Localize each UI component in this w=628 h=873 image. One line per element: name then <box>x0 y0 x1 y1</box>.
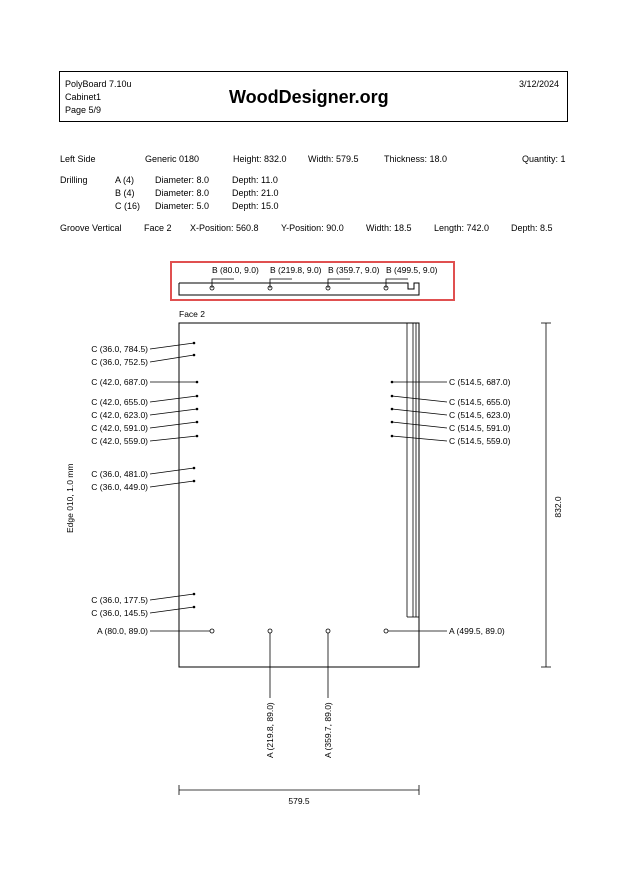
part-thickness: Thickness: 18.0 <box>384 154 448 164</box>
part-quantity: Quantity: 1 <box>522 154 566 164</box>
part-name: Left Side <box>60 154 96 164</box>
drill-id: B (4) <box>115 188 135 198</box>
app-version: PolyBoard 7.10u <box>65 79 132 89</box>
hole-label: A (219.8, 89.0) <box>265 702 275 758</box>
hole-label: C (514.5, 655.0) <box>449 397 511 407</box>
hole-label: C (514.5, 687.0) <box>449 377 511 387</box>
drill-depth: Depth: 15.0 <box>232 201 279 211</box>
print-date: 3/12/2024 <box>519 79 560 89</box>
edge-label: Edge 010, 1.0 mm <box>65 463 75 533</box>
hole-label: C (36.0, 752.5) <box>91 357 148 367</box>
width-dimension <box>179 785 419 806</box>
drill-diameter: Diameter: 8.0 <box>155 188 210 198</box>
drill-id: A (4) <box>115 175 135 185</box>
groove-label: Groove Vertical <box>60 223 122 233</box>
hole-label: A (499.5, 89.0) <box>449 626 505 636</box>
height-value: 832.0 <box>553 496 563 518</box>
edge-hole-label: B (80.0, 9.0) <box>212 265 259 275</box>
hole-label: C (42.0, 687.0) <box>91 377 148 387</box>
hole-label: C (42.0, 623.0) <box>91 410 148 420</box>
part-height: Height: 832.0 <box>233 154 287 164</box>
hole-label: C (514.5, 591.0) <box>449 423 511 433</box>
hole-label: C (36.0, 481.0) <box>91 469 148 479</box>
drill-id: C (16) <box>115 201 141 211</box>
page-number: Page 5/9 <box>65 105 102 115</box>
groove-width: Width: 18.5 <box>366 223 412 233</box>
drilling-label: Drilling <box>60 175 88 185</box>
edge-hole-label: B (359.7, 9.0) <box>328 265 380 275</box>
edge-hole-label: B (499.5, 9.0) <box>386 265 438 275</box>
height-dimension <box>541 323 563 667</box>
hole-label: C (36.0, 449.0) <box>91 482 148 492</box>
part-width: Width: 579.5 <box>308 154 359 164</box>
groove-depth: Depth: 8.5 <box>511 223 553 233</box>
edge-hole-label: B (219.8, 9.0) <box>270 265 322 275</box>
brand-title: WoodDesigner.org <box>229 87 389 107</box>
face-label: Face 2 <box>179 309 205 319</box>
hole-label: C (36.0, 177.5) <box>91 595 148 605</box>
hole-label: C (36.0, 784.5) <box>91 344 148 354</box>
cabinet-name: Cabinet1 <box>65 92 102 102</box>
hole-label: C (36.0, 145.5) <box>91 608 148 618</box>
hole-label: C (42.0, 591.0) <box>91 423 148 433</box>
hole-label: C (514.5, 623.0) <box>449 410 511 420</box>
groove-xpos: X-Position: 560.8 <box>190 223 259 233</box>
hole-label: C (514.5, 559.0) <box>449 436 511 446</box>
drill-depth: Depth: 21.0 <box>232 188 279 198</box>
edge-view <box>179 265 438 295</box>
panel-outline <box>179 323 419 667</box>
groove-face: Face 2 <box>144 223 172 233</box>
groove-ypos: Y-Position: 90.0 <box>281 223 344 233</box>
hole-label: A (359.7, 89.0) <box>323 702 333 758</box>
drill-depth: Depth: 11.0 <box>232 175 278 185</box>
part-material: Generic 0180 <box>145 154 200 164</box>
hole-label: A (80.0, 89.0) <box>96 626 148 636</box>
drill-diameter: Diameter: 8.0 <box>155 175 210 185</box>
drill-diameter: Diameter: 5.0 <box>155 201 210 211</box>
hole-label: C (42.0, 559.0) <box>91 436 148 446</box>
left-hole-labels <box>91 342 214 636</box>
groove-length: Length: 742.0 <box>434 223 490 233</box>
bottom-hole-labels <box>265 629 333 758</box>
width-value: 579.5 <box>288 796 310 806</box>
right-hole-labels <box>384 377 511 636</box>
hole-label: C (42.0, 655.0) <box>91 397 148 407</box>
